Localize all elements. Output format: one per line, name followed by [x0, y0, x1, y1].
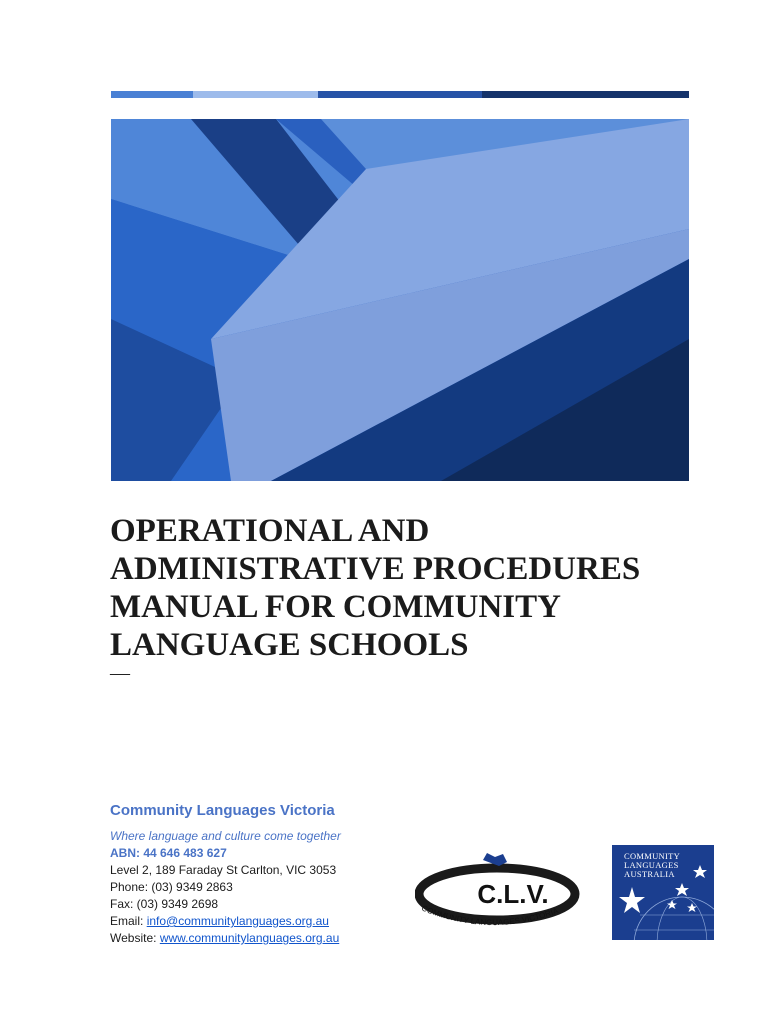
- cover-image: [111, 119, 689, 481]
- clv-initials: C.L.V.: [477, 879, 549, 909]
- address: Level 2, 189 Faraday St Carlton, VIC 3053: [110, 863, 337, 877]
- email-label: Email:: [110, 914, 147, 928]
- cla-line: LANGUAGES: [624, 860, 679, 870]
- cla-wordmark: [624, 852, 680, 879]
- stripe-segment: [111, 91, 193, 98]
- cla-logo: [612, 845, 714, 940]
- title-line: OPERATIONAL AND: [110, 513, 430, 549]
- email-link[interactable]: info@communitylanguages.org.au: [146, 914, 329, 928]
- tagline: Where language and culture come together: [110, 829, 341, 843]
- phone-number: Phone: (03) 9349 2863: [110, 880, 233, 894]
- website-line: [110, 930, 410, 947]
- abn-number: ABN: 44 646 483 627: [110, 846, 227, 860]
- title-line: LANGUAGE SCHOOLS: [110, 627, 469, 663]
- cover-geometric-art: [111, 119, 689, 481]
- title-line: MANUAL FOR COMMUNITY: [110, 589, 561, 625]
- cla-line: COMMUNITY: [624, 851, 681, 861]
- contact-block: [110, 802, 410, 947]
- email-line: [110, 913, 410, 930]
- fax-number: Fax: (03) 9349 2698: [110, 897, 219, 911]
- stripe-segment: [193, 91, 318, 98]
- clv-logo-graphic: [415, 850, 580, 930]
- document-title: [110, 512, 730, 664]
- website-label: Website:: [110, 931, 160, 945]
- title-line: ADMINISTRATIVE PROCEDURES: [110, 551, 641, 587]
- clv-arc-text: COMMUNITY LANGUAGES VICTORIA: [420, 903, 560, 928]
- title-dash: —: [110, 662, 130, 684]
- cla-line: AUSTRALIA: [624, 869, 675, 879]
- org-name: Community Languages Victoria: [110, 802, 335, 819]
- stripe-segment: [482, 91, 689, 98]
- website-link[interactable]: www.communitylanguages.org.au: [159, 931, 340, 945]
- clv-logo: [415, 850, 580, 930]
- stripe-segment: [318, 91, 482, 98]
